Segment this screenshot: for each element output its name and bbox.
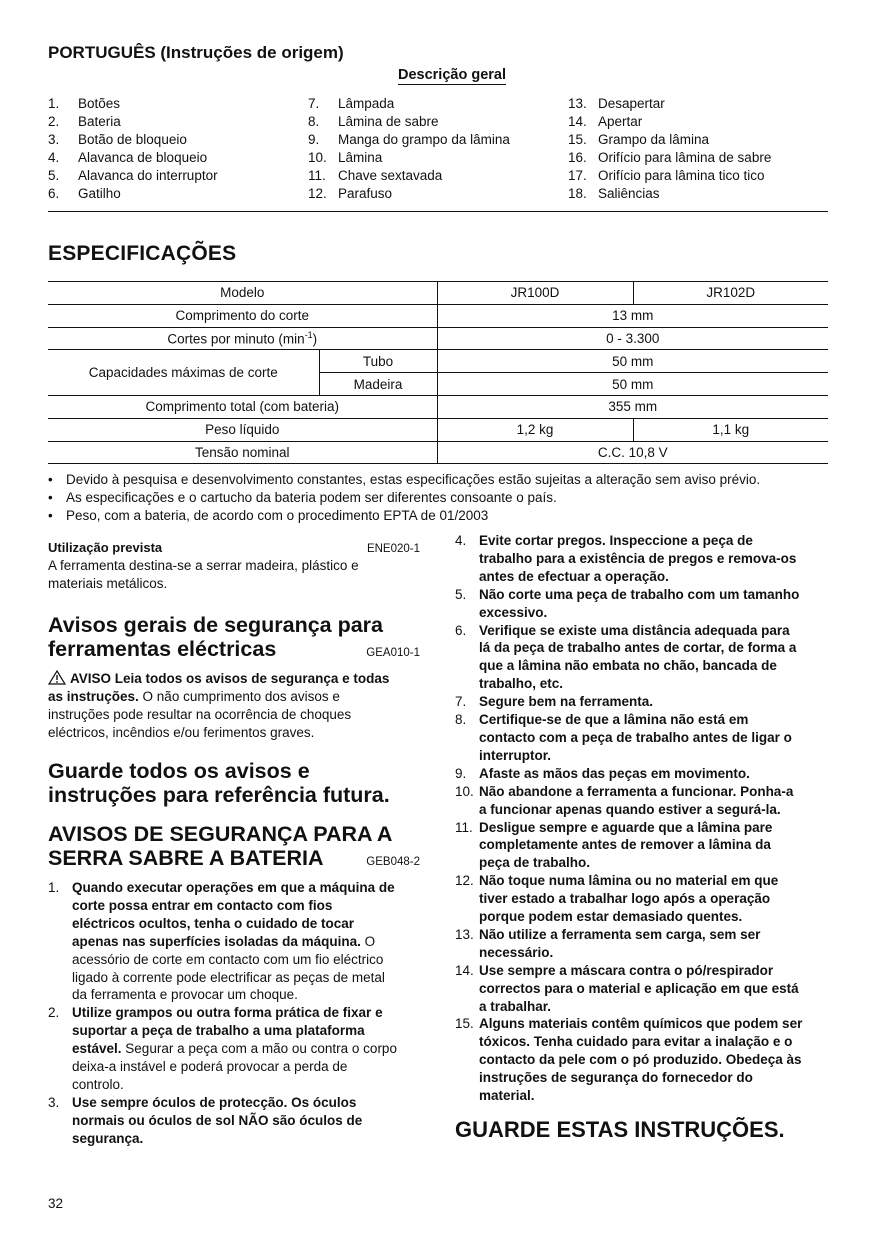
general-safety-section bbox=[48, 613, 420, 742]
parts-list-item bbox=[308, 149, 510, 167]
parts-list-item bbox=[48, 113, 218, 131]
part-number: 11. bbox=[308, 167, 326, 183]
general-safety-code: GEA010-1 bbox=[366, 647, 420, 659]
list-item-line bbox=[72, 969, 395, 987]
part-label: Grampo da lâmina bbox=[598, 131, 710, 147]
saw-safety-list-left bbox=[48, 879, 420, 1148]
parts-list-item bbox=[308, 167, 510, 185]
list-item-number: 12. bbox=[455, 873, 474, 889]
part-label: Botão de bloqueio bbox=[78, 131, 187, 147]
normal-text: Segurar a peça com a mão ou contra o corpo bbox=[121, 1041, 397, 1057]
table-row bbox=[48, 441, 828, 464]
list-item-line bbox=[72, 1094, 362, 1112]
list-item-line: Não toque numa lâmina ou no material em que bbox=[479, 873, 779, 889]
spec-stroke-value: 13 mm bbox=[437, 304, 828, 327]
normal-text: deixa-a instável e poderá provocar a perda de bbox=[72, 1059, 348, 1075]
list-item-line: que a lâmina não embata no chão, bancada de bbox=[479, 658, 777, 674]
parts-list-column-3 bbox=[568, 95, 771, 202]
list-item bbox=[455, 586, 830, 622]
list-item bbox=[48, 507, 760, 525]
list-item-number: 7. bbox=[455, 694, 467, 710]
parts-list-item bbox=[48, 149, 218, 167]
list-item-line: Não corte uma peça de trabalho com um tamanho bbox=[479, 586, 800, 602]
spec-note-1: Devido à pesquisa e desenvolvimento constantes, estas especificações estão sujeitas a alteração sem aviso prévio. bbox=[66, 472, 761, 487]
part-label: Botões bbox=[78, 96, 121, 111]
parts-list-item bbox=[48, 185, 218, 203]
normal-text: ligado à corrente pode electrificar as peças de metal bbox=[72, 969, 385, 985]
bold-text: Utilize grampos ou outra forma prática de fixar e bbox=[72, 1005, 383, 1021]
bold-text: estável. bbox=[72, 1041, 122, 1057]
spec-weight-b: 1,1 kg bbox=[633, 418, 828, 441]
list-item-line: peça de trabalho. bbox=[479, 855, 591, 871]
list-item-text bbox=[479, 1015, 802, 1105]
parts-list-item bbox=[568, 113, 771, 131]
list-item bbox=[455, 783, 830, 819]
saw-safety-title-line-1: AVISOS DE SEGURANÇA PARA A bbox=[48, 822, 393, 846]
page-number: 32 bbox=[48, 1196, 64, 1211]
spec-length-label: Comprimento total (com bateria) bbox=[48, 395, 437, 418]
warning-icon bbox=[48, 670, 66, 685]
part-label: Manga do grampo da lâmina bbox=[338, 131, 510, 147]
part-label: Lâmpada bbox=[338, 96, 395, 111]
spec-spm-value: 0 - 3.300 bbox=[437, 327, 828, 350]
spec-length-value: 355 mm bbox=[437, 395, 828, 418]
list-item-line: Alguns materiais contêm químicos que podem ser bbox=[479, 1016, 803, 1032]
keep-line-2: instruções para referência futura. bbox=[48, 783, 390, 807]
list-item-line: lá da peça de trabalho antes de cortar, de forma a bbox=[479, 640, 797, 656]
parts-list-item bbox=[308, 185, 510, 203]
list-item bbox=[455, 622, 830, 694]
part-number: 7. bbox=[308, 96, 320, 111]
parts-list-item bbox=[568, 95, 771, 113]
part-label: Lâmina bbox=[338, 149, 383, 165]
spec-notes bbox=[48, 471, 760, 525]
list-item-text bbox=[479, 872, 778, 926]
spec-weight-label: Peso líquido bbox=[48, 418, 437, 441]
part-label: Bateria bbox=[78, 113, 121, 129]
list-item bbox=[455, 872, 830, 926]
part-label: Alavanca do interruptor bbox=[78, 167, 218, 183]
list-item-number: 11. bbox=[455, 819, 473, 835]
intended-use-section bbox=[48, 540, 420, 593]
list-item-text bbox=[72, 879, 395, 1004]
list-item-text bbox=[479, 765, 750, 783]
spec-wood-value: 50 mm bbox=[437, 373, 828, 396]
saw-safety-list-right bbox=[455, 532, 830, 1105]
bold-text: Use sempre óculos de protecção. Os óculos bbox=[72, 1094, 357, 1110]
normal-text: da ferramenta e provocar um choque. bbox=[72, 987, 298, 1003]
spec-stroke-label: Comprimento do corte bbox=[48, 304, 437, 327]
list-item-line bbox=[72, 1040, 397, 1058]
list-item-line bbox=[72, 1004, 397, 1022]
parts-list-item bbox=[568, 167, 771, 185]
bold-text: segurança. bbox=[72, 1130, 144, 1146]
list-item-line bbox=[72, 915, 395, 933]
bullet: • bbox=[48, 489, 53, 505]
spec-pipe-value: 50 mm bbox=[437, 350, 828, 373]
parts-list-column-2 bbox=[308, 95, 510, 202]
normal-text: controlo. bbox=[72, 1076, 124, 1092]
list-item-line: a trabalhar. bbox=[479, 998, 552, 1014]
description-title-text: Descrição geral bbox=[397, 67, 506, 83]
list-item-line: antes de efectuar a operação. bbox=[479, 568, 669, 584]
part-number: 13. bbox=[568, 96, 587, 111]
spm-label-sup: -1 bbox=[304, 330, 313, 341]
description-title bbox=[0, 67, 875, 83]
spm-label-pre: Cortes por minuto (min bbox=[167, 331, 305, 347]
part-number: 9. bbox=[308, 131, 320, 147]
list-item-text bbox=[479, 819, 772, 873]
part-number: 12. bbox=[308, 185, 327, 201]
spm-label-post: ) bbox=[312, 331, 318, 347]
list-item bbox=[455, 532, 830, 586]
spec-model-label: Modelo bbox=[48, 282, 437, 305]
part-number: 18. bbox=[568, 185, 587, 201]
intended-use-line-1: A ferramenta destina-se a serrar madeira, plástico e bbox=[48, 558, 359, 573]
list-item-line: Não utilize a ferramenta sem carga, sem ser bbox=[479, 926, 761, 942]
part-label: Saliências bbox=[598, 185, 660, 201]
intended-use-line-2: materiais metálicos. bbox=[48, 575, 168, 591]
table-row bbox=[48, 395, 828, 418]
parts-list-item bbox=[48, 167, 218, 185]
list-item-number: 3. bbox=[48, 1094, 60, 1110]
parts-list-item bbox=[308, 113, 510, 131]
list-item-number: 8. bbox=[455, 712, 467, 728]
list-item-line: correctos para o material e aplicação em que está bbox=[479, 980, 799, 996]
list-item-text bbox=[72, 1004, 397, 1094]
list-item bbox=[48, 1004, 420, 1094]
specifications-heading: ESPECIFICAÇÕES bbox=[48, 242, 237, 265]
spec-voltage-label: Tensão nominal bbox=[48, 441, 437, 464]
save-instructions-heading: GUARDE ESTAS INSTRUÇÕES. bbox=[455, 1117, 785, 1142]
spec-note-3: Peso, com a bateria, de acordo com o procedimento EPTA de 01/2003 bbox=[66, 507, 489, 523]
list-item bbox=[48, 1094, 420, 1148]
part-number: 5. bbox=[48, 167, 60, 183]
list-item-line bbox=[72, 1130, 362, 1148]
part-number: 6. bbox=[48, 185, 60, 201]
part-number: 14. bbox=[568, 113, 587, 129]
keep-instructions-heading bbox=[48, 759, 420, 807]
saw-safety-title-line-2: SERRA SABRE A BATERIA bbox=[48, 846, 324, 870]
list-item-line: instruções de segurança do fornecedor do bbox=[479, 1070, 753, 1086]
bullet: • bbox=[48, 507, 53, 523]
parts-list-item bbox=[308, 95, 510, 113]
list-item bbox=[455, 962, 830, 1016]
list-item bbox=[48, 489, 760, 507]
list-item-line bbox=[72, 897, 395, 915]
list-item-line bbox=[72, 1076, 397, 1094]
list-item bbox=[455, 1015, 830, 1105]
list-item-number: 13. bbox=[455, 926, 474, 942]
parts-list-item bbox=[568, 185, 771, 203]
intended-use-code: ENE020-1 bbox=[366, 543, 420, 555]
list-item-number: 14. bbox=[455, 962, 474, 978]
warning-text-1: O não cumprimento dos avisos e bbox=[138, 688, 340, 704]
part-number: 3. bbox=[48, 131, 60, 147]
part-number: 10. bbox=[308, 149, 327, 165]
list-item-line bbox=[72, 879, 395, 897]
list-item bbox=[48, 471, 760, 489]
general-safety-title-line-2: ferramentas eléctricas bbox=[48, 637, 277, 661]
list-item-line: interruptor. bbox=[479, 747, 552, 763]
list-item-number: 4. bbox=[455, 533, 467, 548]
part-label: Apertar bbox=[598, 113, 643, 129]
part-number: 17. bbox=[568, 167, 587, 183]
spec-capacity-label: Capacidades máximas de corte bbox=[48, 350, 319, 396]
parts-list-item bbox=[48, 95, 218, 113]
spec-spm-label bbox=[48, 327, 437, 350]
part-label: Orifício para lâmina de sabre bbox=[598, 149, 772, 165]
table-row bbox=[48, 282, 828, 305]
saw-safety-heading bbox=[48, 822, 420, 870]
list-item-line: contacto da pele com o pó produzido. Obedeça às bbox=[479, 1052, 802, 1068]
list-item-line: Segure bem na ferramenta. bbox=[479, 694, 654, 710]
part-label: Chave sextavada bbox=[338, 167, 443, 183]
list-item-line: trabalho para a existência de pregos e remova-os bbox=[479, 550, 797, 566]
list-item-text bbox=[479, 962, 799, 1016]
list-item-text bbox=[479, 783, 793, 819]
warning-text-3: eléctricos, incêndios e/ou ferimentos graves. bbox=[48, 724, 315, 740]
list-item-line bbox=[72, 1022, 397, 1040]
warning-bold-line-2: as instruções. bbox=[48, 688, 139, 704]
spec-pipe-label: Tubo bbox=[319, 350, 437, 373]
list-item-line: Certifique-se de que a lâmina não está em bbox=[479, 712, 749, 728]
saw-safety-code: GEB048-2 bbox=[366, 856, 420, 868]
list-item-line: Desligue sempre e aguarde que a lâmina pare bbox=[479, 819, 773, 835]
part-number: 1. bbox=[48, 96, 60, 111]
list-item-line: Verifique se existe uma distância adequada para bbox=[479, 622, 790, 638]
list-item-line: necessário. bbox=[479, 944, 554, 960]
spec-note-2: As especificações e o cartucho da bateria podem ser diferentes consoante o país. bbox=[66, 489, 557, 505]
list-item-line: excessivo. bbox=[479, 604, 548, 620]
list-item-number: 1. bbox=[48, 880, 60, 895]
bold-text: Quando executar operações em que a máquina de bbox=[72, 880, 395, 895]
list-item-line: a funcionar apenas quando estiver a segurá-la. bbox=[479, 801, 781, 817]
list-item-number: 5. bbox=[455, 586, 467, 602]
bullet: • bbox=[48, 472, 53, 487]
list-item-number: 9. bbox=[455, 765, 467, 781]
list-item-text bbox=[479, 693, 653, 711]
list-item-line: Não abandone a ferramenta a funcionar. Ponha-a bbox=[479, 783, 794, 799]
bold-text: normais ou óculos de sol NÃO são óculos de bbox=[72, 1112, 363, 1128]
list-item-line bbox=[72, 986, 395, 1004]
list-item-number: 6. bbox=[455, 622, 467, 638]
general-safety-title-line-1: Avisos gerais de segurança para bbox=[48, 613, 384, 637]
parts-list-item bbox=[568, 131, 771, 149]
list-item-line bbox=[72, 1058, 397, 1076]
table-row bbox=[48, 327, 828, 350]
list-item-text bbox=[479, 622, 796, 694]
list-item-line: Use sempre a máscara contra o pó/respirador bbox=[479, 962, 774, 978]
list-item-text bbox=[479, 926, 760, 962]
page-language-title: PORTUGUÊS (Instruções de origem) bbox=[48, 43, 344, 62]
list-item bbox=[455, 819, 830, 873]
part-number: 8. bbox=[308, 113, 320, 129]
list-item-number: 15. bbox=[455, 1016, 474, 1032]
part-label: Gatilho bbox=[78, 185, 121, 201]
list-item-line: tóxicos. Tenha cuidado para evitar a inalação e o bbox=[479, 1034, 793, 1050]
table-row bbox=[48, 418, 828, 441]
part-number: 16. bbox=[568, 149, 587, 165]
list-item-line bbox=[72, 1112, 362, 1130]
list-item-line bbox=[72, 933, 395, 951]
bold-text: suportar a peça de trabalho a uma plataforma bbox=[72, 1023, 365, 1039]
list-item-line: Evite cortar pregos. Inspeccione a peça de bbox=[479, 533, 753, 548]
spec-voltage-value: C.C. 10,8 V bbox=[437, 441, 828, 464]
warning-bold-line-1: AVISO Leia todos os avisos de segurança e todas bbox=[70, 671, 390, 686]
list-item bbox=[455, 711, 830, 765]
list-item-line: completamente antes de remover a lâmina da bbox=[479, 837, 771, 853]
table-row bbox=[48, 350, 828, 373]
spec-weight-a: 1,2 kg bbox=[437, 418, 633, 441]
spec-model-a: JR100D bbox=[437, 282, 633, 305]
list-item-text bbox=[72, 1094, 362, 1148]
list-item-line: Afaste as mãos das peças em movimento. bbox=[479, 765, 750, 781]
part-number: 4. bbox=[48, 149, 60, 165]
list-item-line: trabalho, etc. bbox=[479, 676, 564, 692]
list-item bbox=[455, 765, 830, 783]
parts-list-item bbox=[48, 131, 218, 149]
list-item bbox=[48, 879, 420, 1004]
specifications-table bbox=[48, 281, 828, 464]
list-item-text bbox=[479, 586, 799, 622]
list-item-text bbox=[479, 711, 792, 765]
spec-model-b: JR102D bbox=[633, 282, 828, 305]
keep-line-1: Guarde todos os avisos e bbox=[48, 759, 310, 783]
list-item bbox=[455, 693, 830, 711]
list-item-line: porque podem estar demasiado quentes. bbox=[479, 909, 743, 925]
section-divider bbox=[48, 211, 828, 212]
part-label: Lâmina de sabre bbox=[338, 113, 439, 129]
parts-list-item bbox=[568, 149, 771, 167]
part-label: Parafuso bbox=[338, 185, 393, 201]
intended-use-title: Utilização prevista bbox=[48, 540, 163, 555]
list-item-number: 10. bbox=[455, 783, 474, 799]
list-item-line: tiver estado a trabalhar logo após a operação bbox=[479, 891, 771, 907]
spec-wood-label: Madeira bbox=[319, 373, 437, 396]
list-item-line: contacto com a peça de trabalho antes de ligar o bbox=[479, 729, 792, 745]
warning-text-2: instruções pode resultar na ocorrência de choques bbox=[48, 706, 352, 722]
list-item-number: 2. bbox=[48, 1005, 60, 1021]
part-number: 15. bbox=[568, 131, 587, 147]
bold-text: apenas nas superfícies isoladas da máquina. bbox=[72, 933, 361, 949]
normal-text: O bbox=[360, 933, 376, 949]
bold-text: corte possa entrar em contacto com fios bbox=[72, 897, 333, 913]
part-label: Orifício para lâmina tico tico bbox=[598, 167, 765, 183]
parts-list-column-1 bbox=[48, 95, 218, 202]
list-item bbox=[455, 926, 830, 962]
parts-list-item bbox=[308, 131, 510, 149]
normal-text: acessório de corte em contacto com um fio eléctrico bbox=[72, 951, 384, 967]
list-item-line bbox=[72, 951, 395, 969]
list-item-text bbox=[479, 532, 796, 586]
part-label: Alavanca de bloqueio bbox=[78, 149, 208, 165]
bold-text: eléctricos ocultos, tenha o cuidado de tocar bbox=[72, 915, 355, 931]
list-item-line: material. bbox=[479, 1088, 535, 1104]
table-row bbox=[48, 304, 828, 327]
part-number: 2. bbox=[48, 113, 60, 129]
part-label: Desapertar bbox=[598, 96, 665, 111]
